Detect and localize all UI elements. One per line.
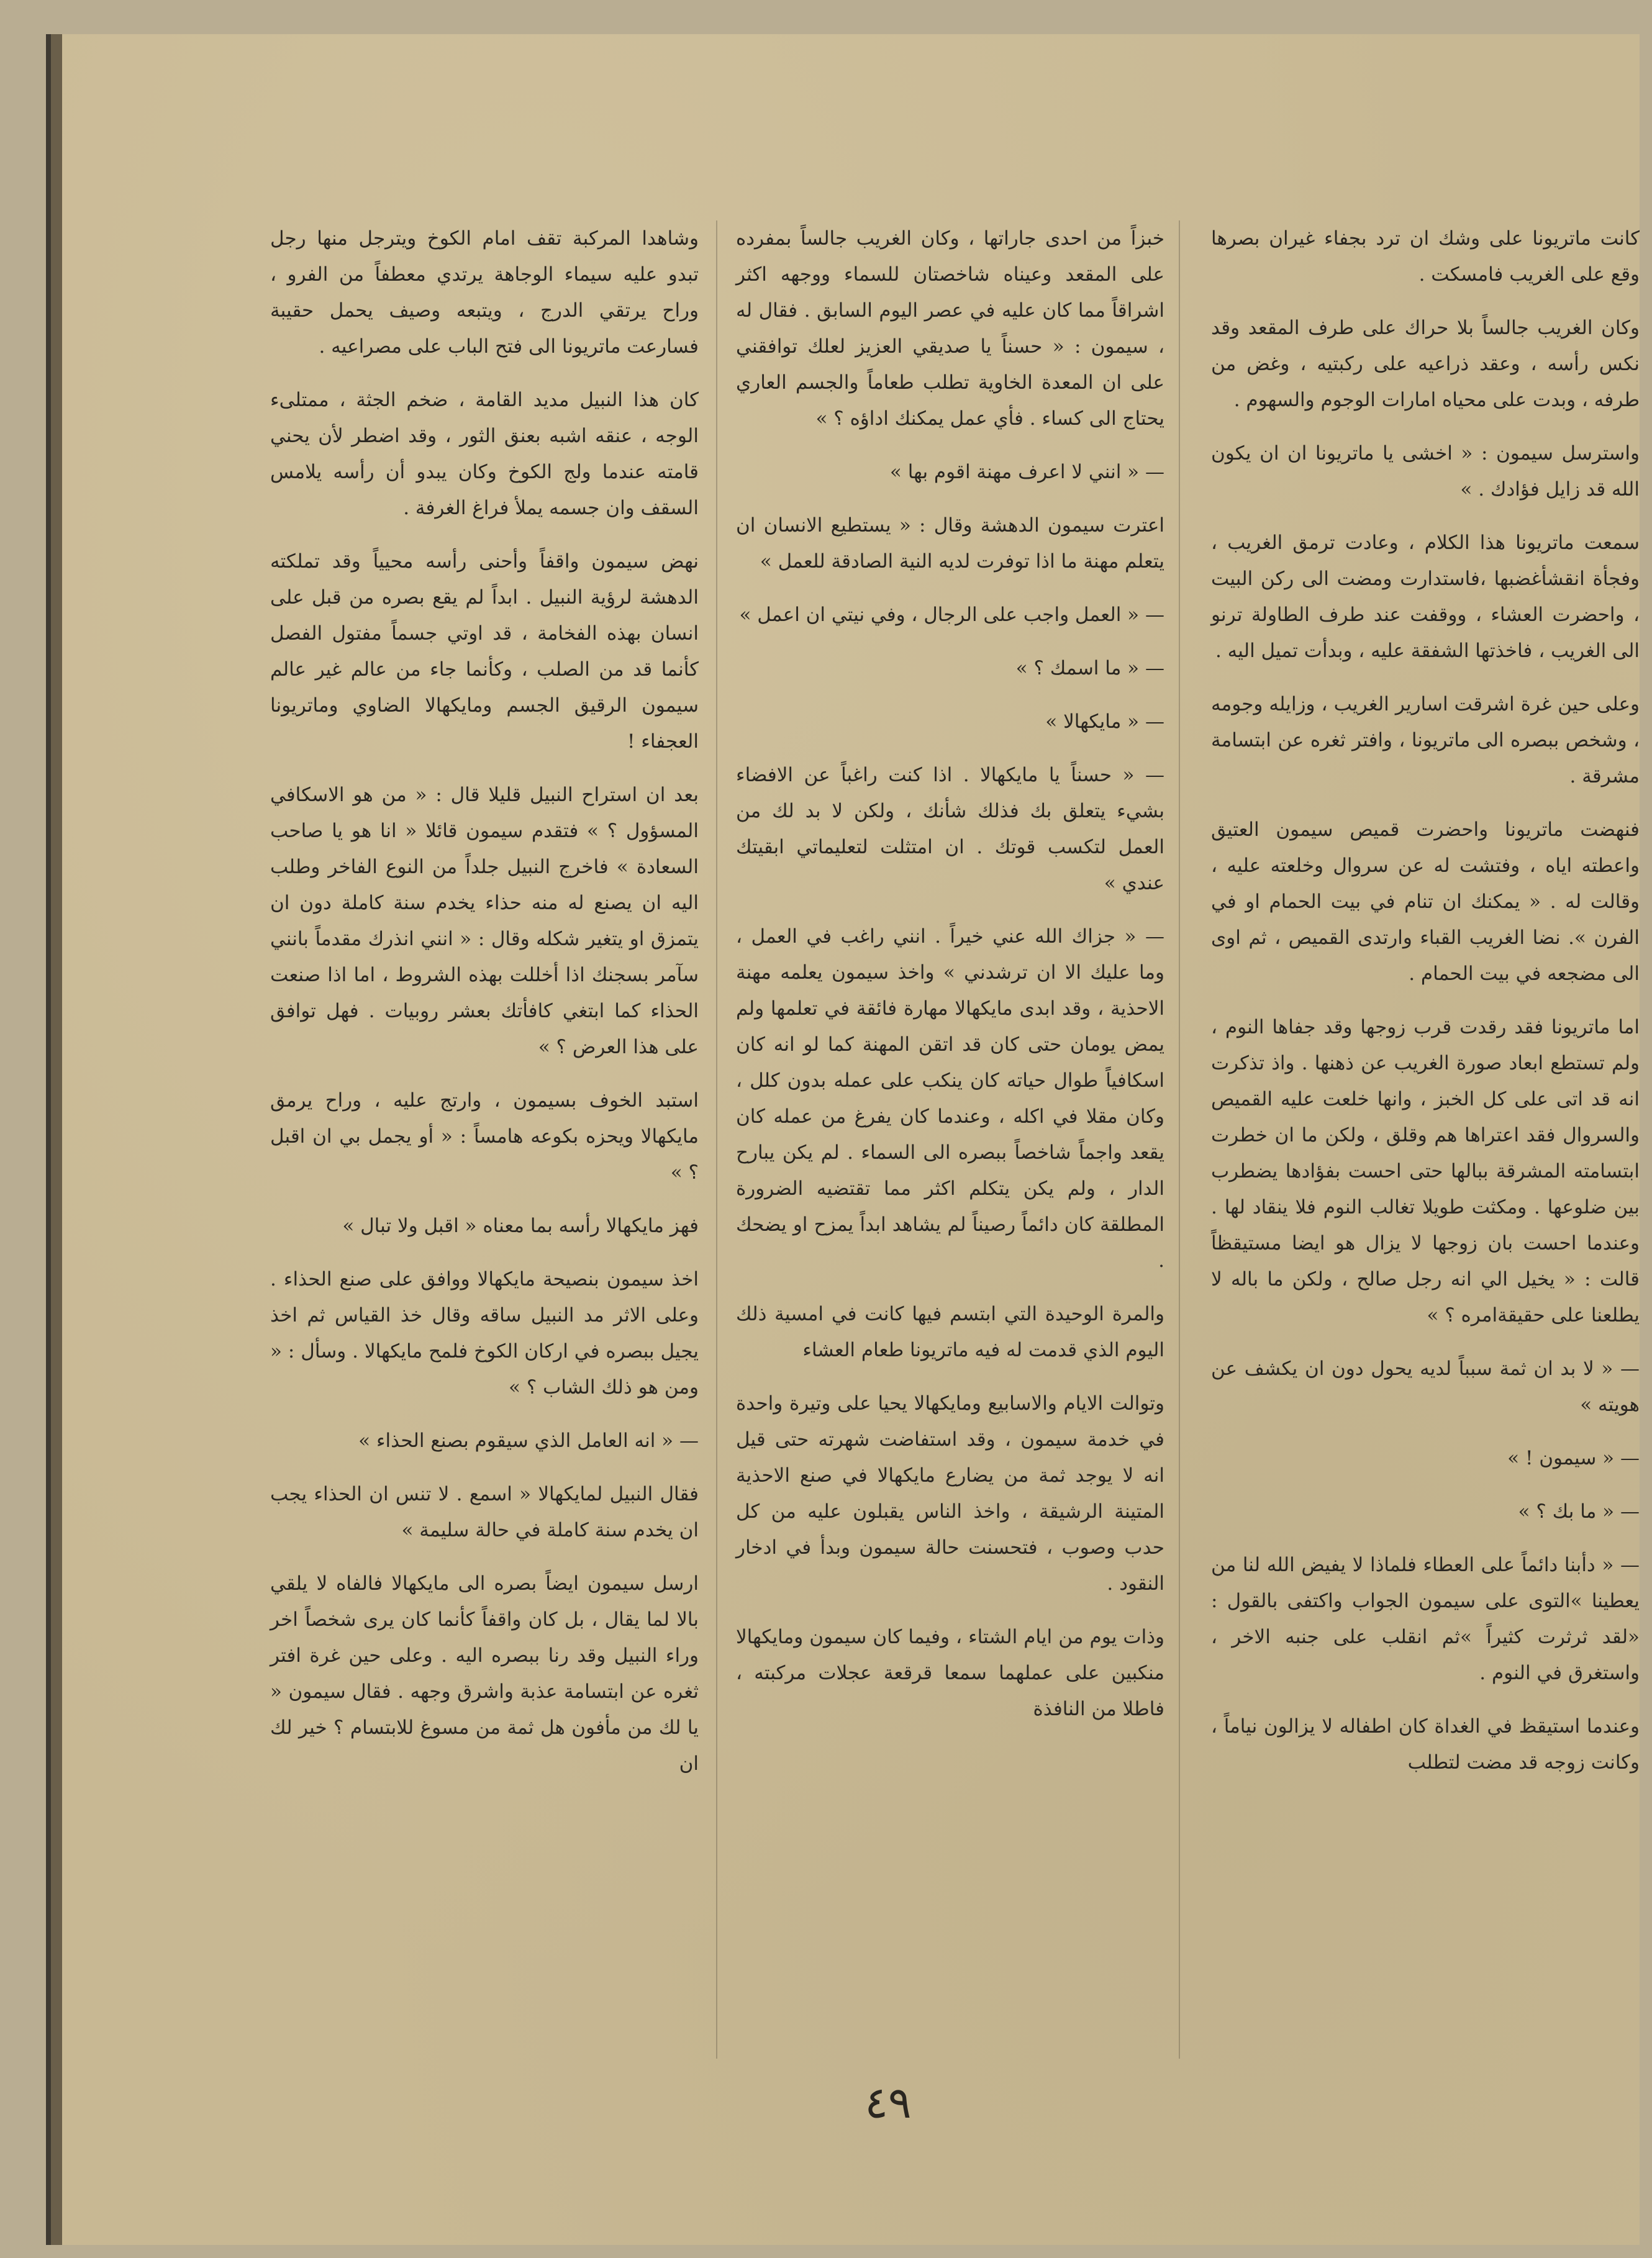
paragraph: وعلى حين غرة اشرقت اسارير الغريب ، وزايله وجومه ، وشخص ببصره الى ماتريونا ، وافتر ثغره عن ابتسامة مشرقة . — [1211, 693, 1640, 787]
paragraph: وذات يوم من ايام الشتاء ، وفيما كان سيمون ومايكهالا منكبين على عملهما سمعا قرقعة عجلات مركبته ، فاطلا من النافذة — [736, 1626, 1164, 1720]
paragraph: خبزاً من احدى جاراتها ، وكان الغريب جالساً بمفرده على المقعد وعيناه شاخصتان للسماء ووجهه اكثر اشراقاً مما كان عليه في عصر اليوم السابق . فقال له ، سيمون : « حسناً يا صديقي العزيز لعلك توافقني على ان المعدة الخاوية تطلب طعاماً والجسم العاري يحتاج الى كساء . فأي عمل يمكنك اداؤه ؟ » — [736, 227, 1164, 430]
paragraph: — « دأبنا دائماً على العطاء فلماذا لا يفيض الله لنا من يعطينا »التوى على سيمون الجواب واكتفى بالقول : «لقد ثرثرت كثيراً »ثم انقلب على جنبه الاخر ، واستغرق في النوم . — [1211, 1554, 1640, 1684]
paragraph: وشاهدا المركبة تقف امام الكوخ ويترجل منها رجل تبدو عليه سيماء الوجاهة يرتدي معطفاً من الفرو ، وراح يرتقي الدرج ، ويتبعه وصيف يحمل حقيبة فسارعت ماتريونا الى فتح الباب على مصراعيه . — [270, 227, 699, 358]
paragraph: — « لا بد ان ثمة سبباً لديه يحول دون ان يكشف عن هويته » — [1211, 1358, 1640, 1416]
paragraph: — « مايكهالا » — [1045, 710, 1164, 733]
paragraph: بعد ان استراح النبيل قليلا قال : « من هو الاسكافي المسؤول ؟ » فتقدم سيمون قائلا « انا هو يا صاحب السعادة » فاخرج النبيل جلداً من النوع الفاخر وطلب اليه ان يصنع له منه حذاء يخدم سنة كاملة دون ان يتمزق او يتغير شكله وقال : « انني انذرك مقدماً بانني سآمر بسجنك اذا أخللت بهذه الشروط ، اما اذا صنعت الحذاء كما ابتغي كافأتك بعشر روبيات . فهل توافق على هذا العرض ؟ » — [270, 784, 699, 1058]
paragraph: نهض سيمون واقفاً وأحنى رأسه محيياً وقد تملكته الدهشة لرؤية النبيل . ابداً لم يقع بصره من قبل على انسان بهذه الفخامة ، قد اوتي جسماً مفتول الفصل كأنما قد من الصلب ، وكأنما جاء من عالم غير عالم سيمون الرقيق الجسم ومايكهالا الضاوي وماتريونا العجفاء ! — [270, 550, 699, 753]
paragraph: وتوالت الايام والاسابيع ومايكهالا يحيا على وتيرة واحدة في خدمة سيمون ، وقد استفاضت شهرته حتى قيل انه لا يوجد ثمة من يضارع مايكهالا في صنع الاحذية المتينة الرشيقة ، واخذ الناس يقبلون عليه من كل حدب وصوب ، فتحسنت حالة سيمون وبدأ في ادخار النقود . — [736, 1392, 1164, 1595]
page-number: ٤٩ — [865, 2077, 912, 2128]
paragraph: — « سيمون ! » — [1507, 1447, 1640, 1469]
paragraph: كانت ماتريونا على وشك ان ترد بجفاء غيران بصرها وقع على الغريب فامسكت . — [1211, 227, 1640, 286]
paragraph: والمرة الوحيدة التي ابتسم فيها كانت في امسية ذلك اليوم الذي قدمت له فيه ماتريونا طعام العشاء — [736, 1303, 1164, 1361]
paragraph: وكان الغريب جالساً بلا حراك على طرف المقعد وقد نكس رأسه ، وعقد ذراعيه على ركبتيه ، وغض من طرفه ، وبدت على محياه امارات الوجوم والسهوم . — [1211, 317, 1640, 411]
column-left — [270, 220, 699, 1799]
paragraph: اعترت سيمون الدهشة وقال : « يستطيع الانسان ان يتعلم مهنة ما اذا توفرت لديه النية الصادقة للعمل » — [736, 514, 1164, 573]
column-divider-left — [716, 220, 717, 2059]
paragraph: وعندما استيقظ في الغداة كان اطفاله لا يزالون نياماً ، وكانت زوجه قد مضت لتطلب — [1211, 1715, 1640, 1774]
paragraph: — « ما اسمك ؟ » — [1015, 657, 1164, 679]
paragraph: — « انه العامل الذي سيقوم بصنع الحذاء » — [358, 1430, 699, 1452]
paragraph: اما ماتريونا فقد رقدت قرب زوجها وقد جفاها النوم ، ولم تستطع ابعاد صورة الغريب عن ذهنها . واذ تذكرت انه قد اتى على كل الخبز ، وانها خلعت عليه القميص والسروال فقد اعتراها هم وقلق ، ولكن ما ان خطرت ابتسامته المشرقة ببالها حتى احست بفؤادها يضطرب بين ضلوعها . ومكثت طويلا تغالب النوم فلا ينقاد لها . وعندما احست بان زوجها لا يزال هو ايضا مستيقظاً قالت : « يخيل الي انه رجل صالح ، ولكن ما باله لا يطلعنا على حقيقةامره ؟ » — [1211, 1016, 1640, 1326]
paragraph: فهز مايكهالا رأسه بما معناه « اقبل ولا تبال » — [342, 1215, 699, 1237]
column-right — [1211, 220, 1640, 1798]
paragraph: كان هذا النبيل مديد القامة ، ضخم الجثة ، ممتلىء الوجه ، عنقه اشبه بعنق الثور ، وقد اضطر لأن يحني قامته عندما ولج الكوخ وكان يبدو أن رأسه يلامس السقف وان جسمه يملأ فراغ الغرفة . — [270, 389, 699, 519]
paragraph: — « ما بك ؟ » — [1518, 1500, 1640, 1523]
column-divider-right — [1179, 220, 1180, 2059]
paragraph: ارسل سيمون ايضاً بصره الى مايكهالا فالفاه لا يلقي بالا لما يقال ، بل كان واقفاً كأنما كان يرى شخصاً اخر وراء النبيل وقد رنا ببصره اليه . وعلى حين غرة افتر ثغره عن ابتسامة عذبة واشرق وجهه . فقال سيمون « يا لك من مأفون هل ثمة من مسوغ للابتسام ؟ خير لك ان — [270, 1572, 699, 1775]
paragraph: فقال النبيل لمايكهالا « اسمع . لا تنس ان الحذاء يجب ان يخدم سنة كاملة في حالة سليمة » — [270, 1483, 699, 1541]
paragraph: فنهضت ماتريونا واحضرت قميص سيمون العتيق واعطته اياه ، وفتشت له عن سروال وخلعته عليه ، وقالت له . « يمكنك ان تنام في بيت الحمام او في الفرن ». نضا الغريب القباء وارتدى القميص ، ثم اوى الى مضجعه في بيت الحمام . — [1211, 818, 1640, 985]
magazine-page — [62, 34, 1640, 2245]
paragraph: — « العمل واجب على الرجال ، وفي نيتي ان اعمل » — [739, 604, 1164, 626]
column-middle — [736, 220, 1164, 1744]
paragraph: — « انني لا اعرف مهنة اقوم بها » — [889, 461, 1164, 483]
paragraph: — « حسناً يا مايكهالا . اذا كنت راغباً عن الافضاء بشيء يتعلق بك فذلك شأنك ، ولكن لا بد لك من العمل لتكسب قوتك . ان امتثلت لتعليماتي ابقيتك عندي » — [736, 764, 1164, 894]
paragraph: سمعت ماتريونا هذا الكلام ، وعادت ترمق الغريب ، وفجأة انقشأغضبها ،فاستدارت ومضت الى ركن البيت ، واحضرت العشاء ، ووقفت عند طرف الطاولة ترنو الى الغريب ، فاخذتها الشفقة عليه ، وبدأت تميل اليه . — [1211, 532, 1640, 662]
paragraph: — « جزاك الله عني خيراً . انني راغب في العمل ، وما عليك الا ان ترشدني » واخذ سيمون يعلمه مهنة الاحذية ، وقد ابدى مايكهالا مهارة فائقة في تعلمها ولم يمض يومان حتى كان قد اتقن المهنة كما لو انه كان اسكافياً طوال حياته كان ينكب على عمله بدون كلل ، وكان مقلا في اكله ، وعندما كان يفرغ من عمله كان يقعد واجماً شاخصاً ببصره الى السماء . لم يكن يبارح الدار ، ولم يكن يتكلم اكثر مما تقتضيه الضرورة المطلقة كان دائماً رصيناً لم يشاهد ابداً يمزح او يضحك . — [736, 925, 1164, 1272]
paragraph: استبد الخوف بسيمون ، وارتج عليه ، وراح يرمق مايكهالا ويحزه بكوعه هامساً : « أو يجمل بي ان اقبل ؟ » — [270, 1089, 699, 1184]
paragraph: اخذ سيمون بنصيحة مايكهالا ووافق على صنع الحذاء . وعلى الاثر مد النبيل ساقه وقال خذ القياس ثم اخذ يجيل ببصره في اركان الكوخ فلمح مايكهالا . وسأل : « ومن هو ذلك الشاب ؟ » — [270, 1268, 699, 1399]
paragraph: واسترسل سيمون : « اخشى يا ماتريونا ان ان يكون الله قد زايل فؤادك . » — [1211, 442, 1640, 501]
